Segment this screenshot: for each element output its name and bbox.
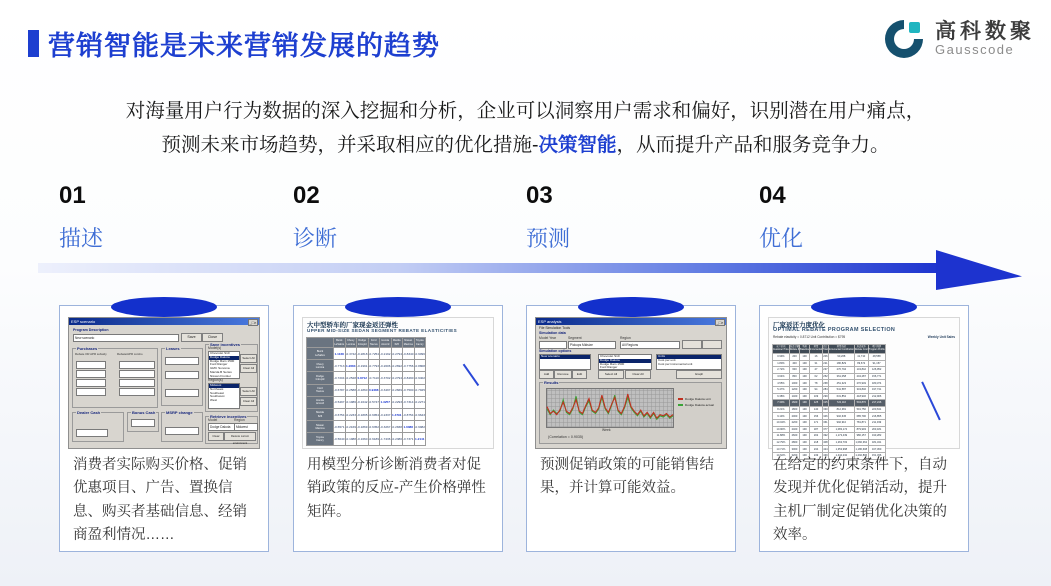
timeline-arrow-head	[936, 250, 1022, 290]
save-incentives-group: Save incentives Model(s) Chevrolet S10 Dodge Dakota Dodge Ram 1500 Ford Ranger GMC Sonoma Mazda B Series Nissan Frontier Select All Clear All Region(s) Midwest Northeast Southeast Southwest West Select All Clear All	[205, 344, 258, 412]
opt-stats: Rebate elasticity = 0.8712 Unit Contribution = $795	[773, 335, 846, 339]
plot-legend: Dodge Dakota unit Dodge Dakota actual	[678, 397, 714, 409]
select-all-button: Select All	[598, 370, 624, 379]
card-optimize	[759, 305, 969, 552]
restore-button: Restore current environment	[224, 432, 256, 441]
select-all-button: Select All	[240, 354, 257, 363]
card-diagnose-caption: 用模型分析诊断消费者对促销政策的反应-产生价格弹性矩阵。	[307, 457, 486, 520]
regions-listbox: Midwest Northeast Southeast Southwest West	[208, 383, 240, 409]
card-describe-caption: 消费者实际购买价格、促销优惠项目、广告、置换信息、购买者基础信息、经销商盈利情况……	[73, 457, 247, 544]
logo-cn-text: 高科数聚	[935, 20, 1035, 44]
clear-all-button: Clear All	[240, 364, 257, 373]
window-titlebar: ESP scenario _□×	[69, 318, 259, 325]
step-3	[526, 182, 726, 253]
card-optimize-tab	[811, 297, 917, 317]
elasticity-matrix-table: Buick LeSabre Chevy Lumina Dodge Intrepid Ford Taurus Honda Accord Mazda 626 Nissan Maxima Toyota Camry Buick LeSabre 1.1168 -0.3742 -0.2818 -0.7254 -0.2192 -0.2794 -0.8340 -0.9096 Chevy Lumina -0.7713 1.2683 -0.1991 -0.7793 -0.2606 -0.2692 -0.7756 -0.8808 Dodge Intrepid -0.7204 -0.2528 0.8712 -0.7110 -0.3702 -0.2794 -0.8490 -0.9402 Ford Taurus -0.6787 -0.2588 -0.1860 0.9488 -0.3497 -0.2669 -0.7500 -0.7925 Honda Accord -0.5497 -0.1986 -0.1642 -0.5747 1.3257 -0.2293 -0.7314 -0.2271 Mazda 626 -0.6754 -0.2233 -0.1895 -0.6954 -0.2337 1.4791 -0.8754 -0.9643 Nissan Maxima -0.6571 -0.2169 -0.1869 -0.6352 -0.3267 -0.2838 1.6088 -0.9982 Toyota Camry -0.5640 -0.1988 -0.1660 -0.6189 -1.7436 -0.2380 -0.7371 1.2141	[306, 337, 426, 446]
step-4-label: 优化	[759, 226, 804, 251]
card-predict	[526, 305, 736, 552]
retrieve-incentives-group: Retrieve incentives Model Region Dodge Dakota Midwest Clear Restore current environment	[205, 416, 258, 444]
close-icon: _□×	[716, 320, 724, 325]
step-2-label: 诊断	[293, 226, 338, 251]
dealer-cash-group: Dealer Cash	[72, 412, 124, 442]
card-predict-tab	[578, 297, 684, 317]
scenarios-listbox: New scenario	[539, 354, 591, 370]
step-1	[59, 182, 259, 253]
screenshot-optimal-rebate	[768, 317, 960, 458]
program-description-label: Program Description	[73, 328, 109, 332]
clear-all-button-2: Clear All	[240, 397, 257, 406]
plot-xlabel: Week	[602, 428, 611, 432]
clear-all-button: Clear All	[625, 370, 651, 379]
close-button: Close	[202, 333, 223, 342]
screenshot-esp-analysis: ESP analysis _□× File Simulation Tools Simulation data Model Year Segment Region Pickups Midsize All Regions Simulation options New scenario Chevrolet S10 Dodge Dakota Dodge Ram 1500 Ford Ranger Units Cost per unit Cost per incremental unit Add Remove Edit Select All Clear All Graph Results Dodge Dakota unit Dodge Dakota actual Week (Correlation = 0.9035)	[535, 317, 727, 449]
title-accent-bar	[28, 30, 39, 57]
program-description-input: New scenario	[73, 334, 179, 342]
simulation-options-label: Simulation options	[539, 349, 572, 353]
run-button	[682, 340, 702, 349]
matrix-annotation-line	[462, 364, 478, 386]
correlation-text: (Correlation = 0.9035)	[548, 435, 584, 439]
step-2-number: 02	[293, 182, 320, 209]
matrix-title-cn: 大中型轿车的厂家现金返还弹性	[307, 322, 398, 329]
menubar: File Simulation Tools	[539, 326, 571, 330]
intro-paragraph	[0, 94, 1051, 162]
remove-button: Remove	[554, 370, 572, 379]
step-3-number: 03	[526, 182, 553, 209]
optimal-rebate-table: 客户价格 Customer Price 返还金额 Rebate $ 基准 Baseline 增量 Incremental 总计 Total 增量贡献 Incremental Contribution 返还成本 Rebate Cost 项目利润 Program Profits 0.99% 200 190 16 206 90,268 41,710 48,558 1.80% 400 190 31 221 180,829 89,672 91,157 2.72% 600 190 47 237 270,794 143,842 126,952 3.64% 800 190 62 252 361,058 204,287 156,771 4.55% 1000 190 78 268 451,323 270,949 180,374 5.47% 1200 190 94 284 541,587 343,846 197,741 6.38% 1400 190 109 299 631,852 418,946 212,906 7.30% 1600 190 125 315 722,116 504,870 217,246 8.21% 1800 190 140 330 812,381 591,750 220,631 9.13% 2000 190 156 346 902,645 685,790 216,855 10.04% 2200 190 171 361 992,910 781,871 211,039 10.96% 2400 190 187 377 1,083,174 879,993 203,181 11.88% 2600 190 202 392 1,173,439 980,157 193,282 12.79% 2800 190 218 408 1,263,703 1,082,362 181,341 13.71% 3000 190 234 424 1,353,968 1,186,608 167,360 14.62% 3200 190 249 439 1,444,232 1,292,896 151,336	[773, 346, 885, 458]
step-1-number: 01	[59, 182, 86, 209]
step-4-number: 04	[759, 182, 786, 209]
opt-right-note: Weekly Unit Sales	[927, 335, 955, 339]
metrics-listbox: Units Cost per unit Cost per incremental unit	[656, 354, 722, 370]
step-1-label: 描述	[59, 226, 104, 251]
company-logo	[881, 16, 1035, 62]
gausscode-logo-icon	[881, 16, 927, 62]
card-predict-caption: 预测促销政策的可能销售结果，并计算可能效益。	[540, 457, 714, 497]
results-group: Results Dodge Dakota unit Dodge Dakota actual Week (Correlation = 0.9035)	[539, 382, 722, 444]
timeline-arrow-bar	[38, 263, 943, 273]
card-describe	[59, 305, 269, 552]
leases-group: Leases	[161, 348, 203, 406]
step-2	[293, 182, 493, 253]
add-button: Add	[539, 370, 554, 379]
card-diagnose	[293, 305, 503, 552]
edit-button: Edit	[572, 370, 587, 379]
window-titlebar: ESP analysis _□×	[536, 318, 726, 325]
intro-line1: 对海量用户行为数据的深入挖掘和分析，企业可以洞察用户需求和偏好，识别潜在用户痛点，	[125, 100, 926, 122]
opt-annotation-line	[921, 382, 940, 421]
screenshot-elasticity-matrix	[302, 317, 494, 449]
opt-title-cn: 厂家返还力度优化	[773, 322, 825, 329]
model-year-combo	[539, 341, 567, 349]
models-listbox: Chevrolet S10 Dodge Dakota Dodge Ram 1500 Ford Ranger	[598, 354, 652, 370]
logo-en-text: Gausscode	[935, 42, 1015, 58]
region-combo: All Regions	[620, 341, 680, 349]
page-title: 营销智能是未来营销发展的趋势	[48, 31, 440, 61]
select-all-button-2: Select All	[240, 387, 257, 396]
segment-combo: Pickups Midsize	[568, 341, 616, 349]
forecast-plot	[546, 388, 674, 428]
step-3-label: 预测	[526, 226, 571, 251]
screenshot-esp-scenario	[68, 317, 260, 449]
graph-button: Graph	[676, 370, 722, 379]
stop-button	[702, 340, 722, 349]
bonus-cash-group: Bonus Cash	[127, 412, 159, 432]
intro-highlight: 决策智能	[538, 134, 617, 156]
close-icon: _□×	[249, 320, 257, 325]
models-listbox: Chevrolet S10 Dodge Dakota Dodge Ram 1500 Ford Ranger GMC Sonoma Mazda B Series Nissan Frontier	[208, 351, 240, 379]
legend-green-swatch	[678, 404, 683, 406]
simulation-data-label: Simulation data	[539, 331, 566, 335]
matrix-title-en: UPPER MID-SIZE SEDAN SEGMENT REBATE ELASTICITIES	[307, 328, 458, 333]
card-diagnose-tab	[345, 297, 451, 317]
purchases-group: Purchases Rebate OR APR subsidy Rebate/APR combo	[72, 348, 158, 408]
legend-red-swatch	[678, 398, 683, 400]
intro-line2: 预测未来市场趋势，并采取相应的优化措施-决策智能，从而提升产品和服务竞争力。	[161, 134, 890, 156]
clear-button: Clear	[208, 432, 224, 441]
opt-title-en: OPTIMAL REBATE PROGRAM SELECTION	[773, 327, 896, 333]
card-optimize-caption: 在给定的约束条件下，自动发现并优化促销活动，提升主机厂制定促销优化决策的效率。	[773, 457, 947, 544]
msrp-change-group: MSRP change	[161, 412, 203, 442]
save-button: Save	[181, 333, 202, 342]
step-4	[759, 182, 959, 253]
card-describe-tab	[111, 297, 217, 317]
